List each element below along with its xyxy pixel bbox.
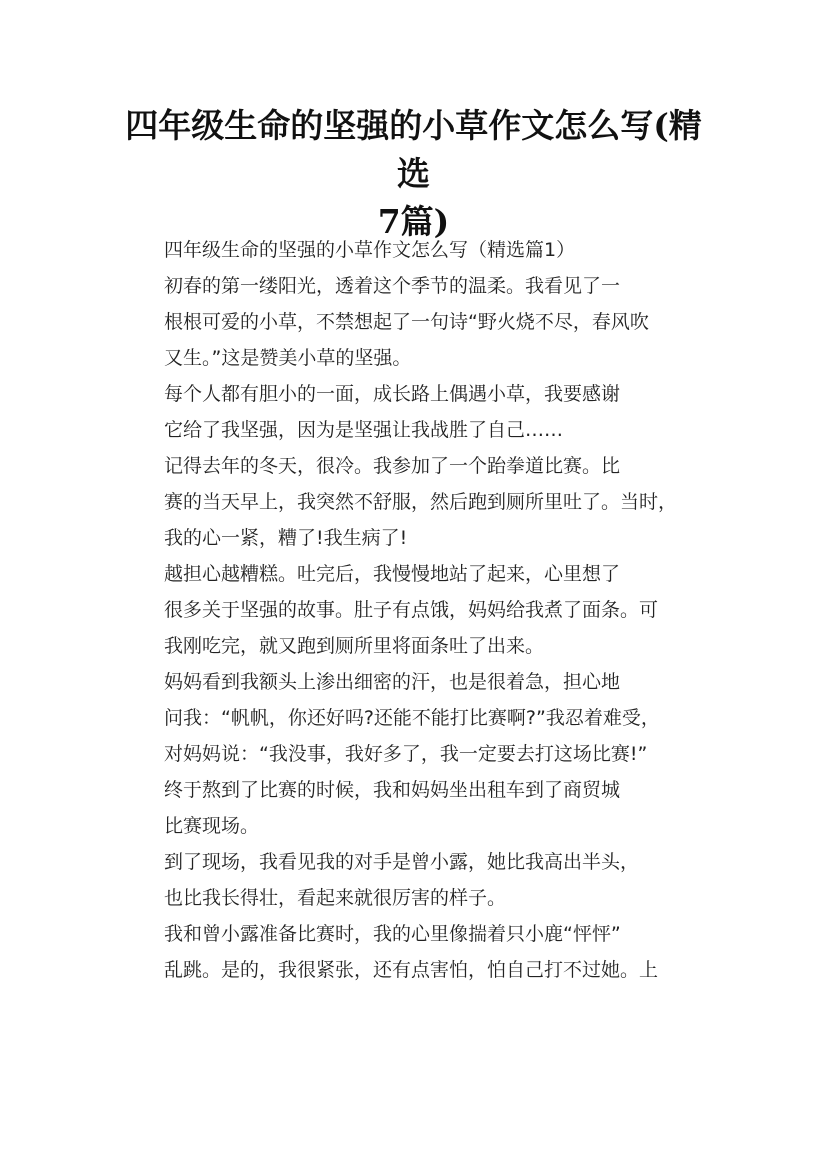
text-line: 终于熬到了比赛的时候，我和妈妈坐出租车到了商贸城	[164, 779, 621, 801]
body-paragraph	[124, 916, 708, 988]
text-line: 对妈妈说：“我没事，我好多了，我一定要去打这场比赛!”	[164, 743, 648, 765]
text-line: 我刚吃完，就又跑到厕所里将面条吐了出来。	[164, 635, 545, 657]
body-paragraph	[124, 376, 708, 448]
text-line: 我的心一紧，糟了!我生病了!	[164, 527, 408, 549]
text-line: 又生。”这是赞美小草的坚强。	[164, 347, 412, 369]
body-paragraph	[124, 268, 708, 376]
text-line: 它给了我坚强，因为是坚强让我战胜了自己……	[164, 419, 564, 441]
text-line: 记得去年的冬天，很冷。我参加了一个跆拳道比赛。比	[164, 455, 621, 477]
text-line: 到了现场，我看见我的对手是曾小露，她比我高出半头，	[164, 851, 640, 873]
text-line: 根根可爱的小草，不禁想起了一句诗“野火烧不尽，春风吹	[164, 311, 649, 333]
text-line: 每个人都有胆小的一面，成长路上偶遇小草，我要感谢	[164, 383, 621, 405]
text-line: 妈妈看到我额头上渗出细密的汗，也是很着急，担心地	[164, 671, 621, 693]
document-title	[110, 102, 717, 246]
body-paragraph	[124, 844, 708, 916]
title-line: 四年级生命的坚强的小草作文怎么写(精选	[125, 106, 702, 193]
text-line: 比赛现场。	[164, 815, 260, 837]
subtitle-paragraph	[124, 232, 708, 268]
text-line: 很多关于坚强的故事。肚子有点饿，妈妈给我煮了面条。可	[164, 599, 659, 621]
text-line: 也比我长得壮，看起来就很厉害的样子。	[164, 887, 507, 909]
text-line: 乱跳。是的，我很紧张，还有点害怕，怕自己打不过她。上	[164, 959, 659, 981]
body-paragraph	[124, 664, 708, 772]
text-line: 初春的第一缕阳光，透着这个季节的温柔。我看见了一	[164, 275, 621, 297]
text-line: 问我：“帆帆，你还好吗?还能不能打比赛啊?”我忍着难受，	[164, 707, 660, 729]
body-paragraph	[124, 556, 708, 664]
text-line: 赛的当天早上，我突然不舒服，然后跑到厕所里吐了。当时，	[164, 491, 678, 513]
body-paragraph	[124, 448, 708, 556]
text-line: 四年级生命的坚强的小草作文怎么写（精选篇1）	[164, 239, 576, 261]
title-line: 7篇)	[377, 202, 450, 241]
text-line: 越担心越糟糕。吐完后，我慢慢地站了起来，心里想了	[164, 563, 621, 585]
document-body	[124, 232, 708, 988]
body-paragraph	[124, 772, 708, 844]
text-line: 我和曾小露准备比赛时，我的心里像揣着只小鹿“怦怦”	[164, 923, 621, 945]
